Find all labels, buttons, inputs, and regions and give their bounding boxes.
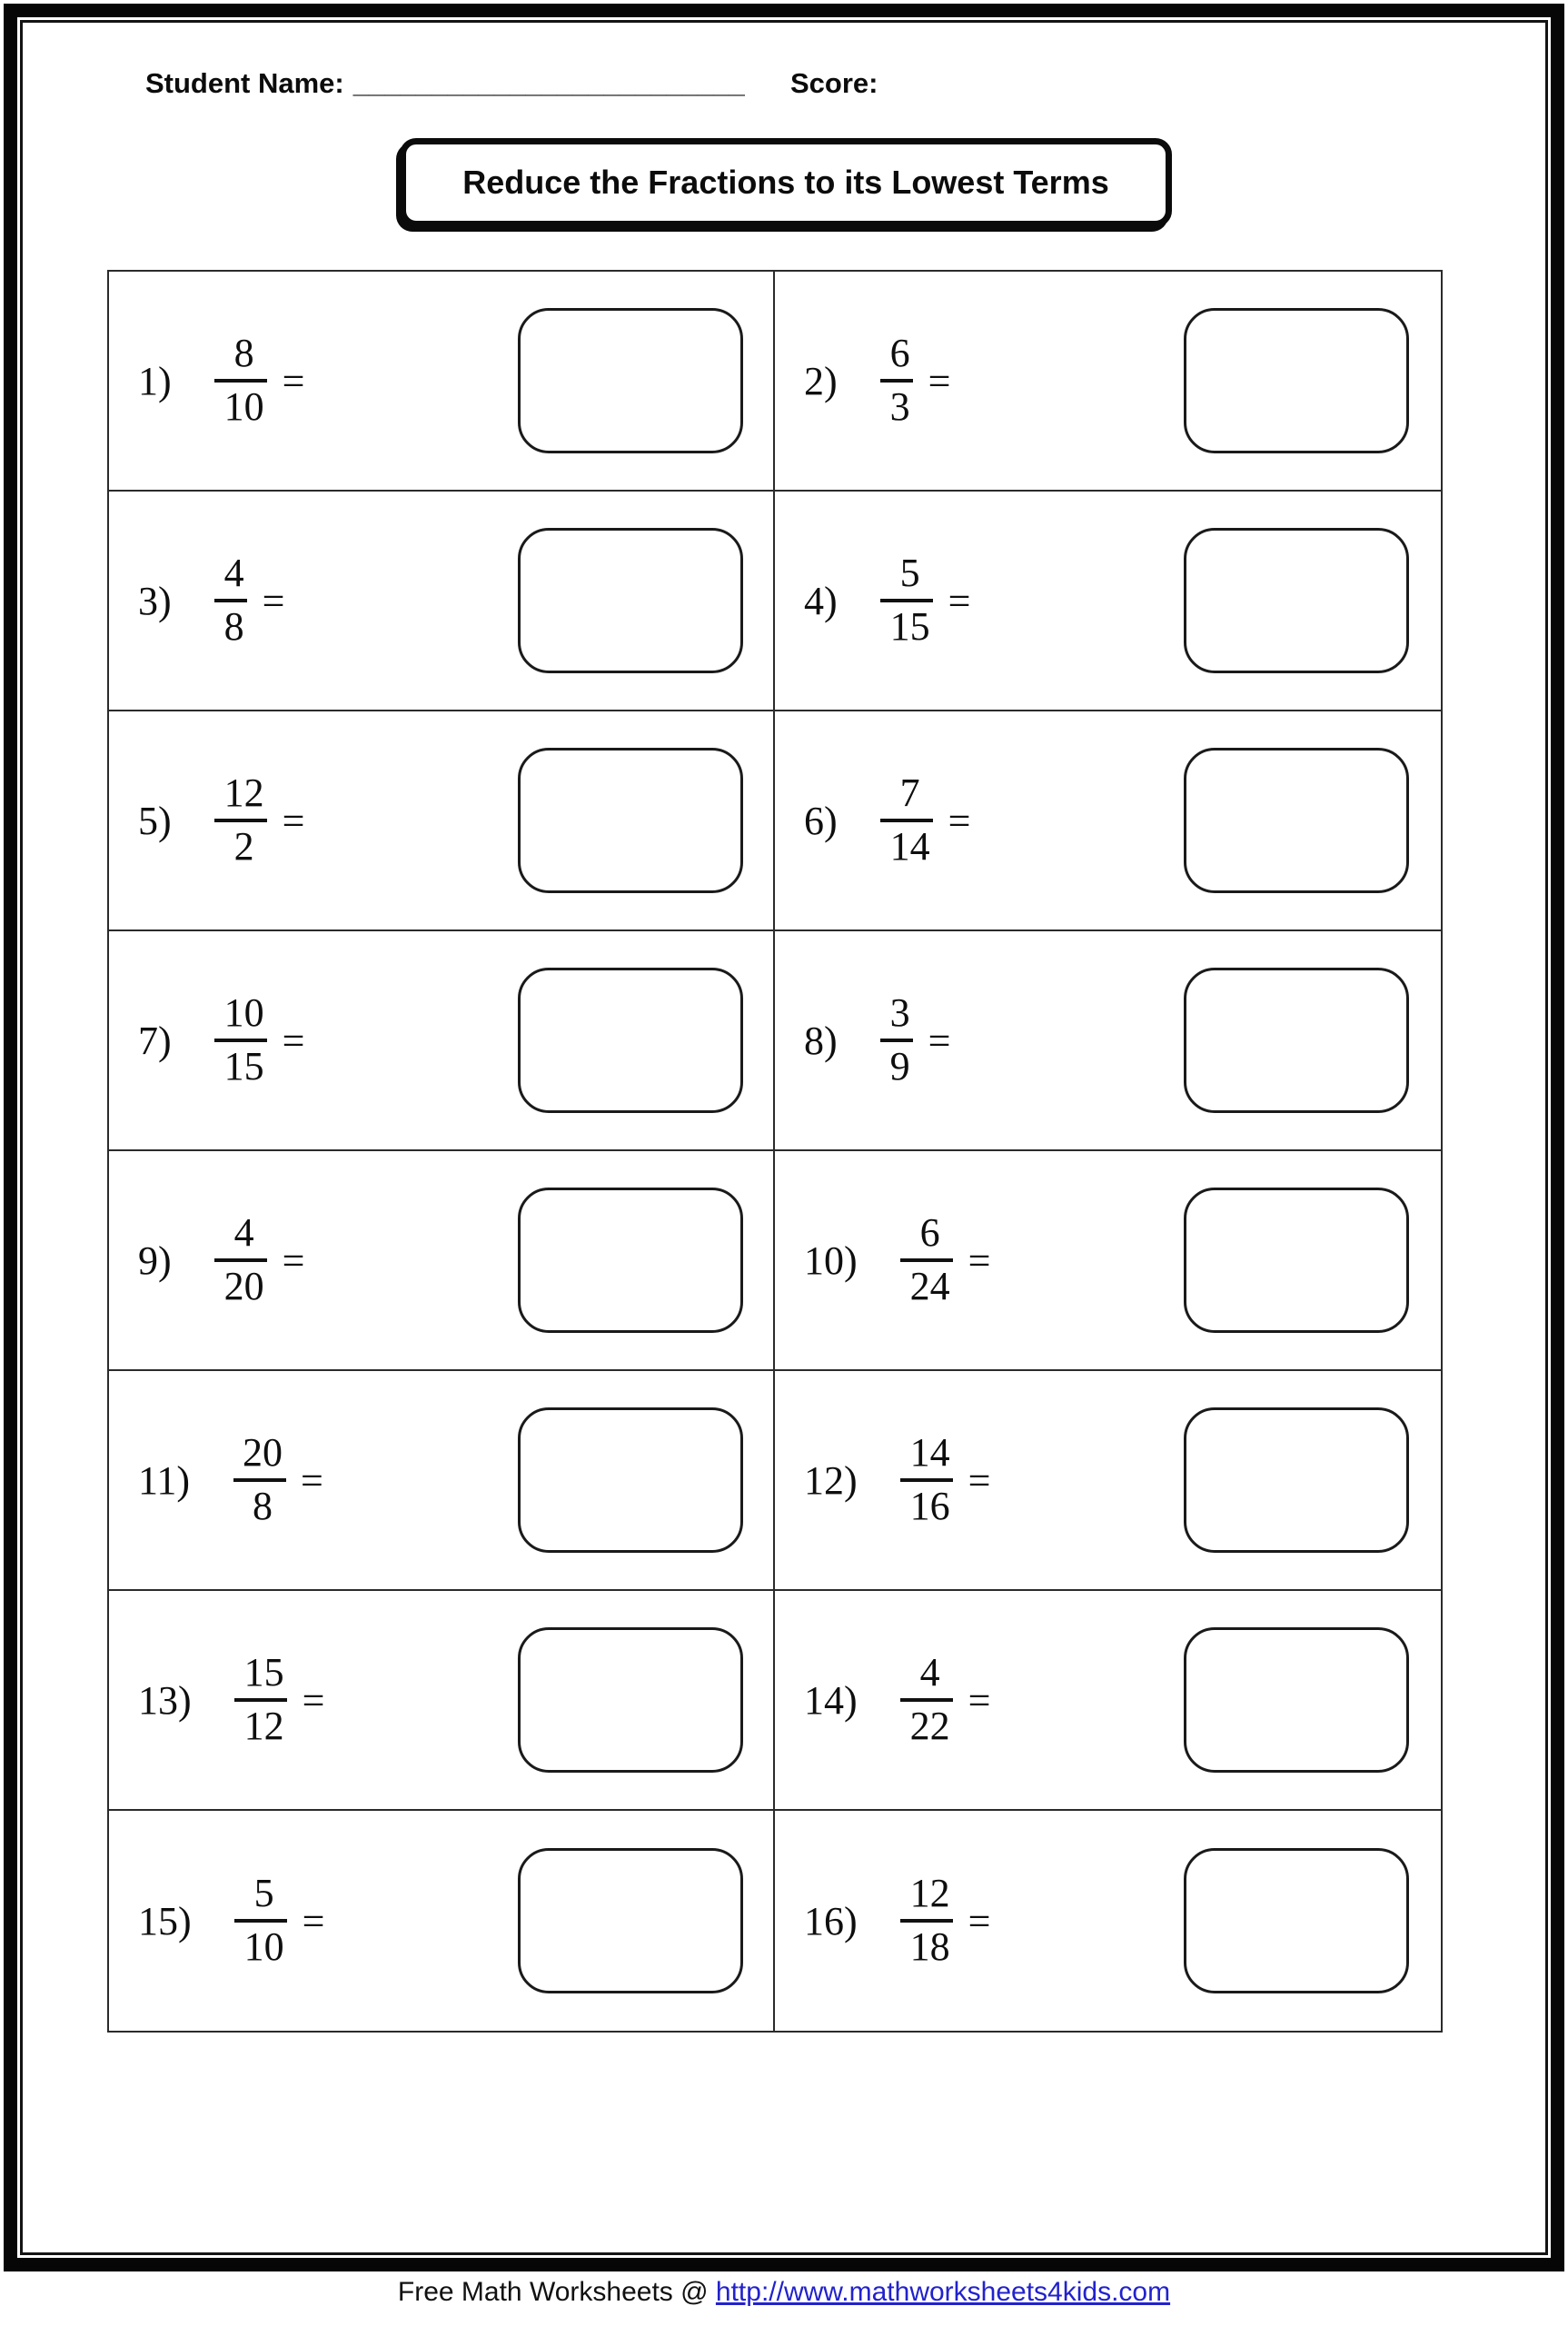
numerator: 20	[243, 1430, 283, 1476]
fraction-expression	[243, 1430, 323, 1528]
numerator: 7	[899, 770, 920, 816]
problem-cell	[109, 272, 775, 492]
equals-sign: =	[282, 1238, 305, 1283]
page-title: Reduce the Fractions to its Lowest Terms	[462, 164, 1109, 201]
equals-sign: =	[948, 798, 971, 843]
problem-cell	[109, 711, 775, 931]
numerator: 12	[223, 770, 264, 816]
problem-cell	[775, 711, 1441, 931]
problem-cell	[109, 1151, 775, 1371]
problem-number: 5)	[138, 798, 172, 843]
fraction-expression	[224, 333, 305, 428]
numerator: 4	[233, 1210, 254, 1256]
equals-sign: =	[968, 1457, 991, 1503]
problem-number: 10)	[804, 1238, 858, 1283]
fraction	[243, 1871, 284, 1969]
answer-box[interactable]	[1184, 1627, 1409, 1773]
numerator: 4	[223, 551, 244, 596]
problem-number: 12)	[804, 1457, 858, 1503]
fraction	[909, 1871, 950, 1969]
equals-sign: =	[968, 1238, 991, 1283]
problem-cell	[109, 492, 775, 711]
numerator: 3	[889, 990, 910, 1036]
denominator: 14	[889, 824, 930, 869]
fraction-expression	[243, 1650, 325, 1748]
fraction-expression	[890, 553, 971, 648]
answer-box[interactable]	[518, 308, 743, 453]
answer-box[interactable]	[1184, 968, 1409, 1113]
denominator: 3	[889, 384, 910, 429]
answer-box[interactable]	[1184, 308, 1409, 453]
fraction-bar	[900, 1478, 953, 1482]
numerator: 10	[223, 990, 264, 1036]
equals-sign: =	[302, 1677, 325, 1723]
problem-number: 3)	[138, 578, 172, 623]
header	[145, 67, 1477, 100]
equals-sign: =	[968, 1898, 991, 1943]
numerator: 15	[243, 1650, 284, 1695]
student-name-label: Student Name:	[145, 67, 344, 99]
score-label: Score:	[790, 67, 878, 99]
answer-box[interactable]	[1184, 748, 1409, 893]
answer-box[interactable]	[518, 1407, 743, 1553]
fraction-expression	[909, 1430, 991, 1528]
problem-number: 6)	[804, 798, 838, 843]
numerator: 4	[919, 1650, 940, 1695]
equals-sign: =	[928, 358, 951, 403]
denominator: 16	[909, 1484, 950, 1528]
fraction	[889, 990, 910, 1088]
denominator: 8	[253, 1484, 273, 1528]
fraction-bar	[214, 819, 267, 822]
fraction-bar	[900, 1919, 953, 1923]
denominator: 12	[243, 1704, 284, 1748]
equals-sign: =	[282, 798, 305, 843]
problem-number: 8)	[804, 1018, 838, 1063]
fraction-bar	[233, 1478, 286, 1482]
problem-number: 16)	[804, 1898, 858, 1943]
fraction	[224, 333, 264, 428]
fraction	[909, 1650, 950, 1748]
denominator: 20	[223, 1264, 264, 1308]
answer-box[interactable]	[518, 1188, 743, 1333]
title-box	[400, 138, 1172, 227]
fraction-bar	[214, 1039, 267, 1042]
fraction-expression	[909, 1650, 991, 1748]
problem-number: 7)	[138, 1018, 172, 1063]
fraction	[223, 1210, 264, 1308]
fraction	[243, 1430, 283, 1528]
fraction-bar	[214, 1258, 267, 1262]
denominator: 8	[223, 604, 244, 649]
equals-sign: =	[301, 1457, 323, 1503]
numerator: 14	[909, 1430, 950, 1476]
problem-cell	[775, 1811, 1441, 2031]
numerator: 12	[909, 1871, 950, 1916]
answer-box[interactable]	[1184, 1188, 1409, 1333]
answer-box[interactable]	[1184, 1407, 1409, 1553]
problems-table	[107, 270, 1443, 2033]
problem-number: 2)	[804, 358, 838, 403]
numerator: 5	[253, 1871, 274, 1916]
fraction	[890, 553, 930, 648]
fraction-bar	[880, 599, 933, 602]
numerator: 6	[889, 331, 910, 376]
fraction-expression	[223, 990, 305, 1088]
problem-cell	[109, 1371, 775, 1591]
fraction-bar	[234, 1698, 287, 1702]
fraction	[223, 990, 264, 1088]
fraction-bar	[880, 379, 913, 383]
numerator: 8	[233, 331, 254, 376]
problem-number: 9)	[138, 1238, 172, 1283]
denominator: 15	[889, 604, 930, 649]
fraction	[224, 553, 244, 648]
equals-sign: =	[928, 1018, 951, 1063]
denominator: 10	[243, 1924, 284, 1969]
equals-sign: =	[282, 358, 305, 403]
denominator: 9	[889, 1044, 910, 1088]
problem-number: 14)	[804, 1677, 858, 1723]
problem-cell	[775, 931, 1441, 1151]
answer-box[interactable]	[1184, 1848, 1409, 1993]
numerator: 5	[899, 551, 920, 596]
denominator: 24	[909, 1264, 950, 1308]
fraction-expression	[889, 770, 971, 869]
problem-cell	[775, 1371, 1441, 1591]
fraction	[223, 770, 264, 869]
answer-box[interactable]	[1184, 528, 1409, 673]
problem-cell	[775, 272, 1441, 492]
equals-sign: =	[282, 1018, 305, 1063]
fraction-expression	[909, 1871, 991, 1969]
problem-cell	[109, 1811, 775, 2031]
problem-cell	[109, 931, 775, 1151]
equals-sign: =	[968, 1677, 991, 1723]
fraction-bar	[234, 1919, 287, 1923]
fraction	[909, 1210, 950, 1308]
fraction-bar	[880, 1039, 913, 1042]
equals-sign: =	[948, 578, 971, 623]
fraction	[889, 770, 930, 869]
problem-cell	[775, 1151, 1441, 1371]
fraction	[909, 1430, 950, 1528]
fraction-expression	[223, 770, 305, 869]
problem-number: 4)	[804, 578, 838, 623]
fraction-bar	[214, 599, 247, 602]
answer-box[interactable]	[518, 1627, 743, 1773]
student-name-blank-line[interactable]: _________________________	[352, 67, 745, 99]
problem-number: 15)	[138, 1898, 192, 1943]
denominator: 18	[909, 1924, 950, 1969]
equals-sign: =	[262, 578, 285, 623]
fraction-expression	[909, 1210, 991, 1308]
problem-number: 11)	[138, 1457, 191, 1503]
problem-number: 1)	[138, 358, 172, 403]
fraction-expression	[223, 1210, 305, 1308]
fraction-bar	[880, 819, 933, 822]
footer-text: Free Math Worksheets @	[397, 2277, 716, 2307]
denominator: 22	[909, 1704, 950, 1748]
fraction	[243, 1650, 284, 1748]
fraction	[890, 333, 910, 428]
fraction-expression	[243, 1871, 325, 1969]
problem-cell	[775, 492, 1441, 711]
fraction-expression	[890, 333, 951, 428]
denominator: 15	[223, 1044, 264, 1088]
equals-sign: =	[302, 1898, 325, 1943]
fraction-expression	[889, 990, 951, 1088]
problem-number: 13)	[138, 1677, 192, 1723]
problem-cell	[109, 1591, 775, 1811]
fraction-bar	[214, 379, 267, 383]
fraction-bar	[900, 1698, 953, 1702]
denominator: 10	[223, 384, 264, 429]
answer-box[interactable]	[518, 748, 743, 893]
fraction-expression	[224, 553, 285, 648]
footer	[0, 2277, 1568, 2308]
footer-link[interactable]: http://www.mathworksheets4kids.com	[715, 2277, 1171, 2307]
problem-cell	[775, 1591, 1441, 1811]
fraction-bar	[900, 1258, 953, 1262]
answer-box[interactable]	[518, 968, 743, 1113]
numerator: 6	[919, 1210, 940, 1256]
answer-box[interactable]	[518, 528, 743, 673]
answer-box[interactable]	[518, 1848, 743, 1993]
denominator: 2	[233, 824, 254, 869]
